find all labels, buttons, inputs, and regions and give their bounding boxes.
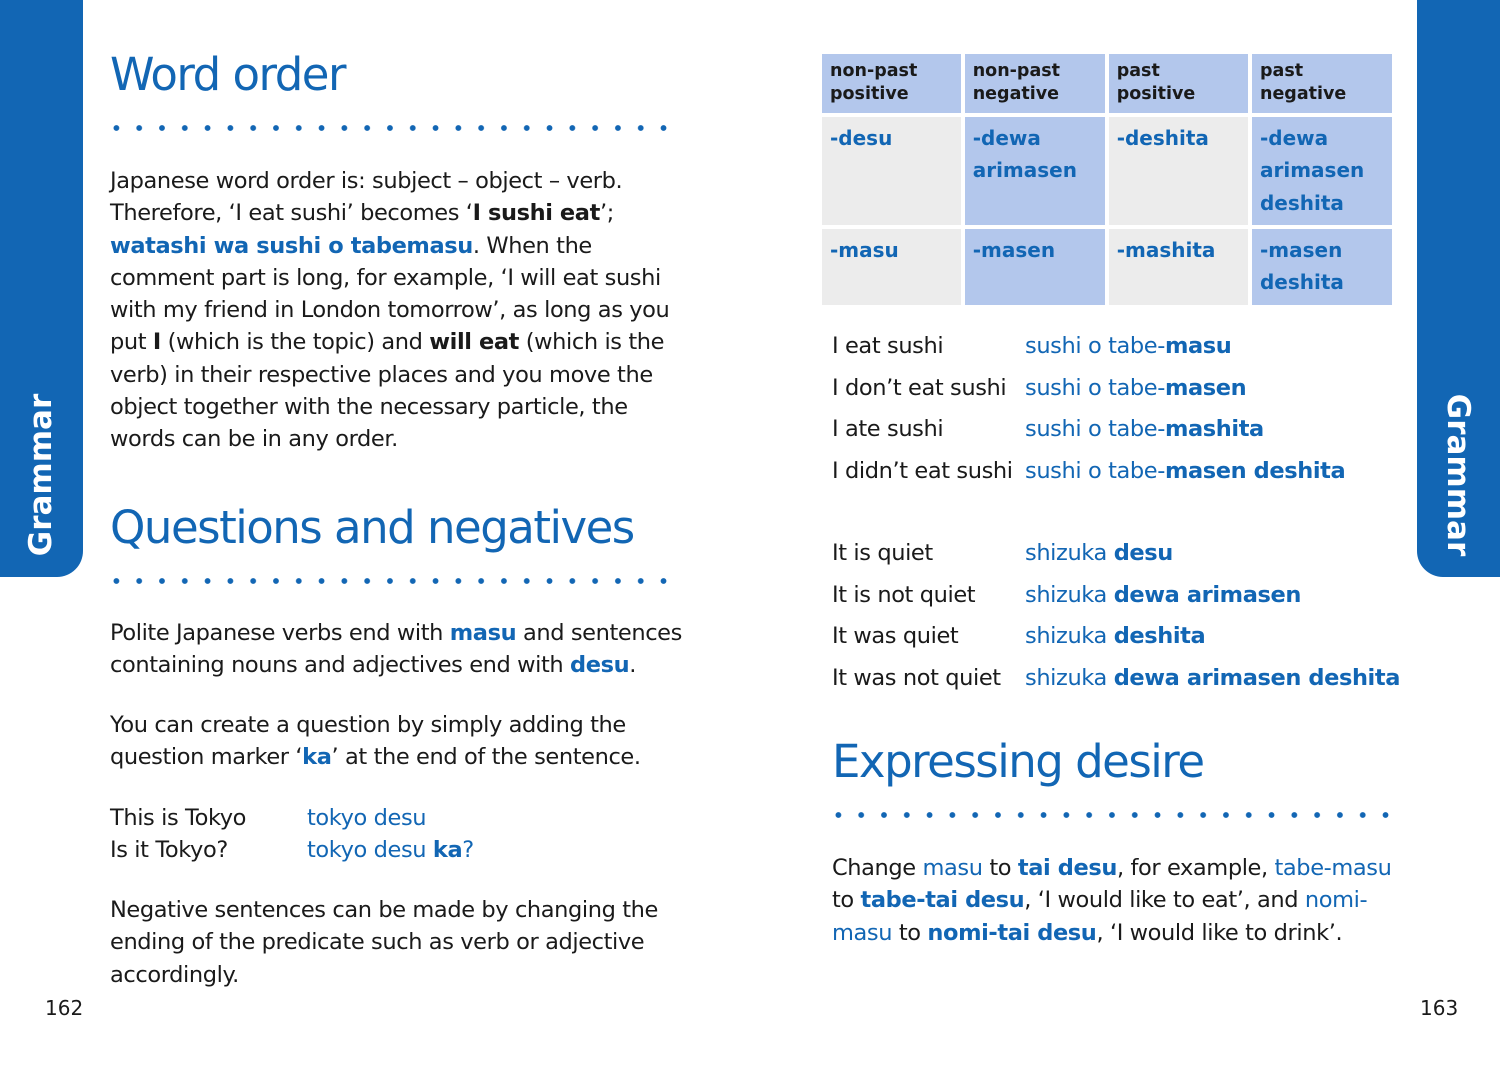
table-cell: -masu xyxy=(822,229,961,305)
example-english: I didn’t eat sushi xyxy=(832,457,1013,484)
table-cell: -dewa arimasen xyxy=(965,117,1105,225)
example-row xyxy=(832,326,1345,368)
word-order-paragraph: Japanese word order is: subject – object – verb. Therefore, ‘I eat sushi’ becomes ‘I sushi eat’; watashi wa sushi o tabemasu. When the comment part is long, for example, ‘I will eat sushi with my friend in London tomorrow’, as long as you put I (which is the topic) and will eat (which is the verb) in their respective places and you move the object together with the necessary particle, the words can be in any order. xyxy=(110,168,670,453)
example-row xyxy=(832,575,1400,617)
example-row xyxy=(110,834,474,866)
example-english: It is not quiet xyxy=(832,581,976,608)
table-cell: -desu xyxy=(822,117,961,225)
example-row xyxy=(832,658,1400,700)
question-examples xyxy=(110,802,474,867)
example-english: This is Tokyo xyxy=(110,805,247,831)
page-number-left: 162 xyxy=(45,996,84,1020)
table-cell: -masen deshita xyxy=(1252,229,1392,305)
table-header-cell: past negative xyxy=(1252,54,1392,113)
table-header-cell: past positive xyxy=(1109,54,1248,113)
example-japanese: tokyo desu ka? xyxy=(307,837,474,864)
heading-expressing-desire: Expressing desire xyxy=(832,735,1204,788)
questions-paragraph-2: You can create a question by simply adding the question marker ‘ka’ at the end of the sentence. xyxy=(110,712,641,771)
example-row xyxy=(832,616,1400,658)
heading-questions-negatives: Questions and negatives xyxy=(110,501,634,554)
table-header-cell: non-past positive xyxy=(822,54,961,113)
table-header-cell: non-past negative xyxy=(965,54,1105,113)
table-cell: -deshita xyxy=(1109,117,1248,225)
verb-examples xyxy=(832,326,1345,492)
dotted-divider xyxy=(105,123,675,133)
section-tab-right xyxy=(1417,0,1500,577)
example-english: It is quiet xyxy=(832,540,933,566)
example-japanese: shizuka deshita xyxy=(1025,623,1206,649)
questions-paragraph-1: Polite Japanese verbs end with masu and sentences containing nouns and adjectives end with desu. xyxy=(110,620,682,679)
example-japanese: tokyo desu xyxy=(307,805,427,831)
example-japanese: sushi o tabe-mashita xyxy=(1025,416,1264,442)
section-tab-label: Grammar xyxy=(1440,393,1477,557)
example-english: It was quiet xyxy=(832,623,959,649)
example-row xyxy=(832,533,1400,575)
example-row xyxy=(832,451,1345,493)
example-japanese: sushi o tabe-masen xyxy=(1025,374,1247,401)
section-tab-left xyxy=(0,0,83,577)
desire-paragraph: Change masu to tai desu, for example, tabe-masu to tabe-tai desu, ‘I would like to eat’, and nomi-masu to nomi-tai desu, ‘I would like to drink’. xyxy=(832,855,1392,946)
table-cell: -dewa arimasen deshita xyxy=(1252,117,1392,225)
dotted-divider xyxy=(105,576,675,586)
conjugation-table xyxy=(818,50,1396,309)
example-english: I ate sushi xyxy=(832,416,944,442)
table-cell: -masen xyxy=(965,229,1105,305)
table-header-row xyxy=(822,54,1392,113)
section-tab-label: Grammar xyxy=(23,393,60,557)
example-row xyxy=(832,368,1345,410)
table-cell: -mashita xyxy=(1109,229,1248,305)
table-row xyxy=(822,229,1392,305)
page-number-right: 163 xyxy=(1420,996,1459,1020)
example-english: I eat sushi xyxy=(832,333,944,359)
table-row xyxy=(822,117,1392,225)
example-english: It was not quiet xyxy=(832,664,1001,691)
heading-word-order: Word order xyxy=(110,48,345,101)
example-row xyxy=(832,409,1345,451)
example-japanese: shizuka desu xyxy=(1025,540,1173,566)
negatives-paragraph: Negative sentences can be made by changing the ending of the predicate such as verb or adjective accordingly. xyxy=(110,897,658,988)
example-english: Is it Tokyo? xyxy=(110,837,228,864)
example-japanese: sushi o tabe-masu xyxy=(1025,333,1232,359)
example-japanese: shizuka dewa arimasen xyxy=(1025,581,1301,608)
dotted-divider xyxy=(827,810,1397,820)
example-japanese: sushi o tabe-masen deshita xyxy=(1025,457,1346,484)
example-row xyxy=(110,802,474,834)
example-english: I don’t eat sushi xyxy=(832,374,1007,401)
example-japanese: shizuka dewa arimasen deshita xyxy=(1025,664,1401,691)
adjective-examples xyxy=(832,533,1400,699)
